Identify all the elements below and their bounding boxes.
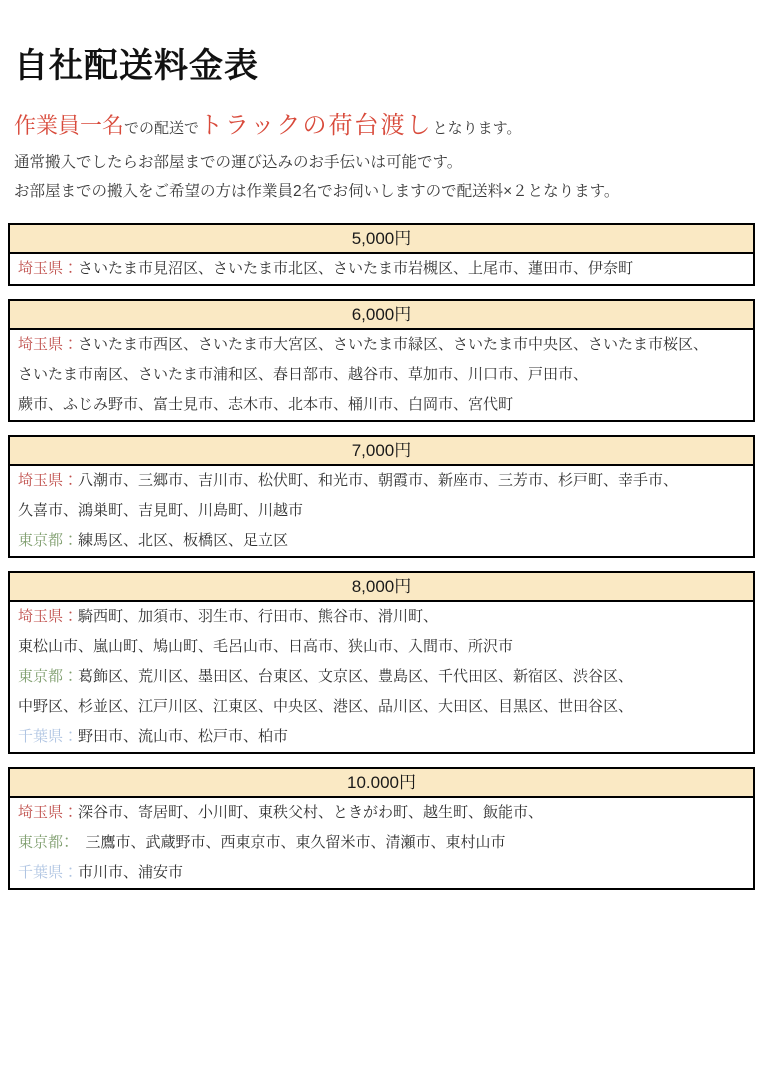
price-table-5000 xyxy=(8,223,755,286)
area-row xyxy=(18,466,745,496)
city-list: 練馬区、北区、板橋区、足立区 xyxy=(78,532,289,549)
prefecture-label-tokyo: 東京都： xyxy=(18,532,79,549)
city-list: 蕨市、ふじみ野市、富士見市、志木市、北本市、桶川市、白岡市、宮代町 xyxy=(18,396,514,413)
city-list: さいたま市見沼区、さいたま市北区、さいたま市岩槻区、上尾市、蓮田市、伊奈町 xyxy=(78,260,634,277)
city-list: 葛飾区、荒川区、墨田区、台東区、文京区、豊島区、千代田区、新宿区、渋谷区、 xyxy=(78,668,634,685)
area-row xyxy=(18,828,745,858)
prefecture-label-tokyo: 東京都： xyxy=(18,834,71,851)
city-list: 騎西町、加須市、羽生市、行田市、熊谷市、滑川町、 xyxy=(78,608,439,625)
city-list: 八潮市、三郷市、吉川市、松伏町、和光市、朝霞市、新座市、三芳市、杉戸町、幸手市、 xyxy=(78,472,679,489)
area-row xyxy=(18,360,745,390)
price-table-8000 xyxy=(8,571,755,754)
table-body xyxy=(10,602,753,752)
prefecture-label-saitama: 埼玉県： xyxy=(18,336,79,353)
prefecture-label-saitama: 埼玉県： xyxy=(18,260,79,277)
intro-line-2: 通常搬入でしたらお部屋までの運び込みのお手伝いは可能です。 xyxy=(14,154,463,171)
city-list: 東松山市、嵐山町、鳩山町、毛呂山市、日高市、狭山市、入間市、所沢市 xyxy=(18,638,514,655)
area-row xyxy=(18,632,745,662)
table-body xyxy=(10,330,753,420)
price-table-10000 xyxy=(8,767,755,890)
worker-count-highlight: 作業員一名 xyxy=(14,113,125,138)
area-row xyxy=(18,602,745,632)
truck-handover-highlight: トラックの荷台渡し xyxy=(199,112,433,139)
prefecture-label-saitama: 埼玉県： xyxy=(18,804,79,821)
area-row xyxy=(18,692,745,722)
intro-line-3: お部屋までの搬入をご希望の方は作業員2名でお伺いしますので配送料×２となります。 xyxy=(14,183,620,200)
area-row xyxy=(18,390,745,420)
table-body xyxy=(10,254,753,284)
price-header: 8,000円 xyxy=(10,573,753,602)
price-header: 7,000円 xyxy=(10,437,753,466)
prefecture-label-chiba: 千葉県： xyxy=(18,728,79,745)
area-row xyxy=(18,526,745,556)
price-header: 6,000円 xyxy=(10,301,753,330)
price-header: 5,000円 xyxy=(10,225,753,254)
area-row xyxy=(18,858,745,888)
city-list: 三鷹市、武蔵野市、西東京市、東久留米市、清瀬市、東村山市 xyxy=(70,834,506,851)
area-row xyxy=(18,330,745,360)
city-list: 市川市、浦安市 xyxy=(78,864,184,881)
prefecture-label-saitama: 埼玉県： xyxy=(18,608,79,625)
city-list: 中野区、杉並区、江戸川区、江東区、中央区、港区、品川区、大田区、目黒区、世田谷区、 xyxy=(18,698,634,715)
table-body xyxy=(10,466,753,556)
city-list: さいたま市南区、さいたま市浦和区、春日部市、越谷市、草加市、川口市、戸田市、 xyxy=(18,366,589,383)
city-list: 深谷市、寄居町、小川町、東秩父村、ときがわ町、越生町、飯能市、 xyxy=(78,804,544,821)
table-body xyxy=(10,798,753,888)
prefecture-label-tokyo: 東京都： xyxy=(18,668,79,685)
intro-line-1 xyxy=(14,111,763,144)
area-row xyxy=(18,254,745,284)
city-list: 久喜市、鴻巣町、吉見町、川島町、川越市 xyxy=(18,502,304,519)
price-header: 10.000円 xyxy=(10,769,753,798)
intro-end-text: となります。 xyxy=(432,120,522,137)
city-list: さいたま市西区、さいたま市大宮区、さいたま市緑区、さいたま市中央区、さいたま市桜区、 xyxy=(78,336,709,353)
prefecture-label-chiba: 千葉県： xyxy=(18,864,79,881)
intro-mid-text: での配送で xyxy=(124,120,200,137)
area-row xyxy=(18,662,745,692)
prefecture-label-saitama: 埼玉県： xyxy=(18,472,79,489)
area-row xyxy=(18,798,745,828)
area-row xyxy=(18,496,745,526)
area-row xyxy=(18,722,745,752)
page-title: 自社配送料金表 xyxy=(14,47,259,85)
city-list: 野田市、流山市、松戸市、柏市 xyxy=(78,728,289,745)
price-table-6000 xyxy=(8,299,755,422)
intro-text-block xyxy=(14,111,763,203)
price-table-7000 xyxy=(8,435,755,558)
